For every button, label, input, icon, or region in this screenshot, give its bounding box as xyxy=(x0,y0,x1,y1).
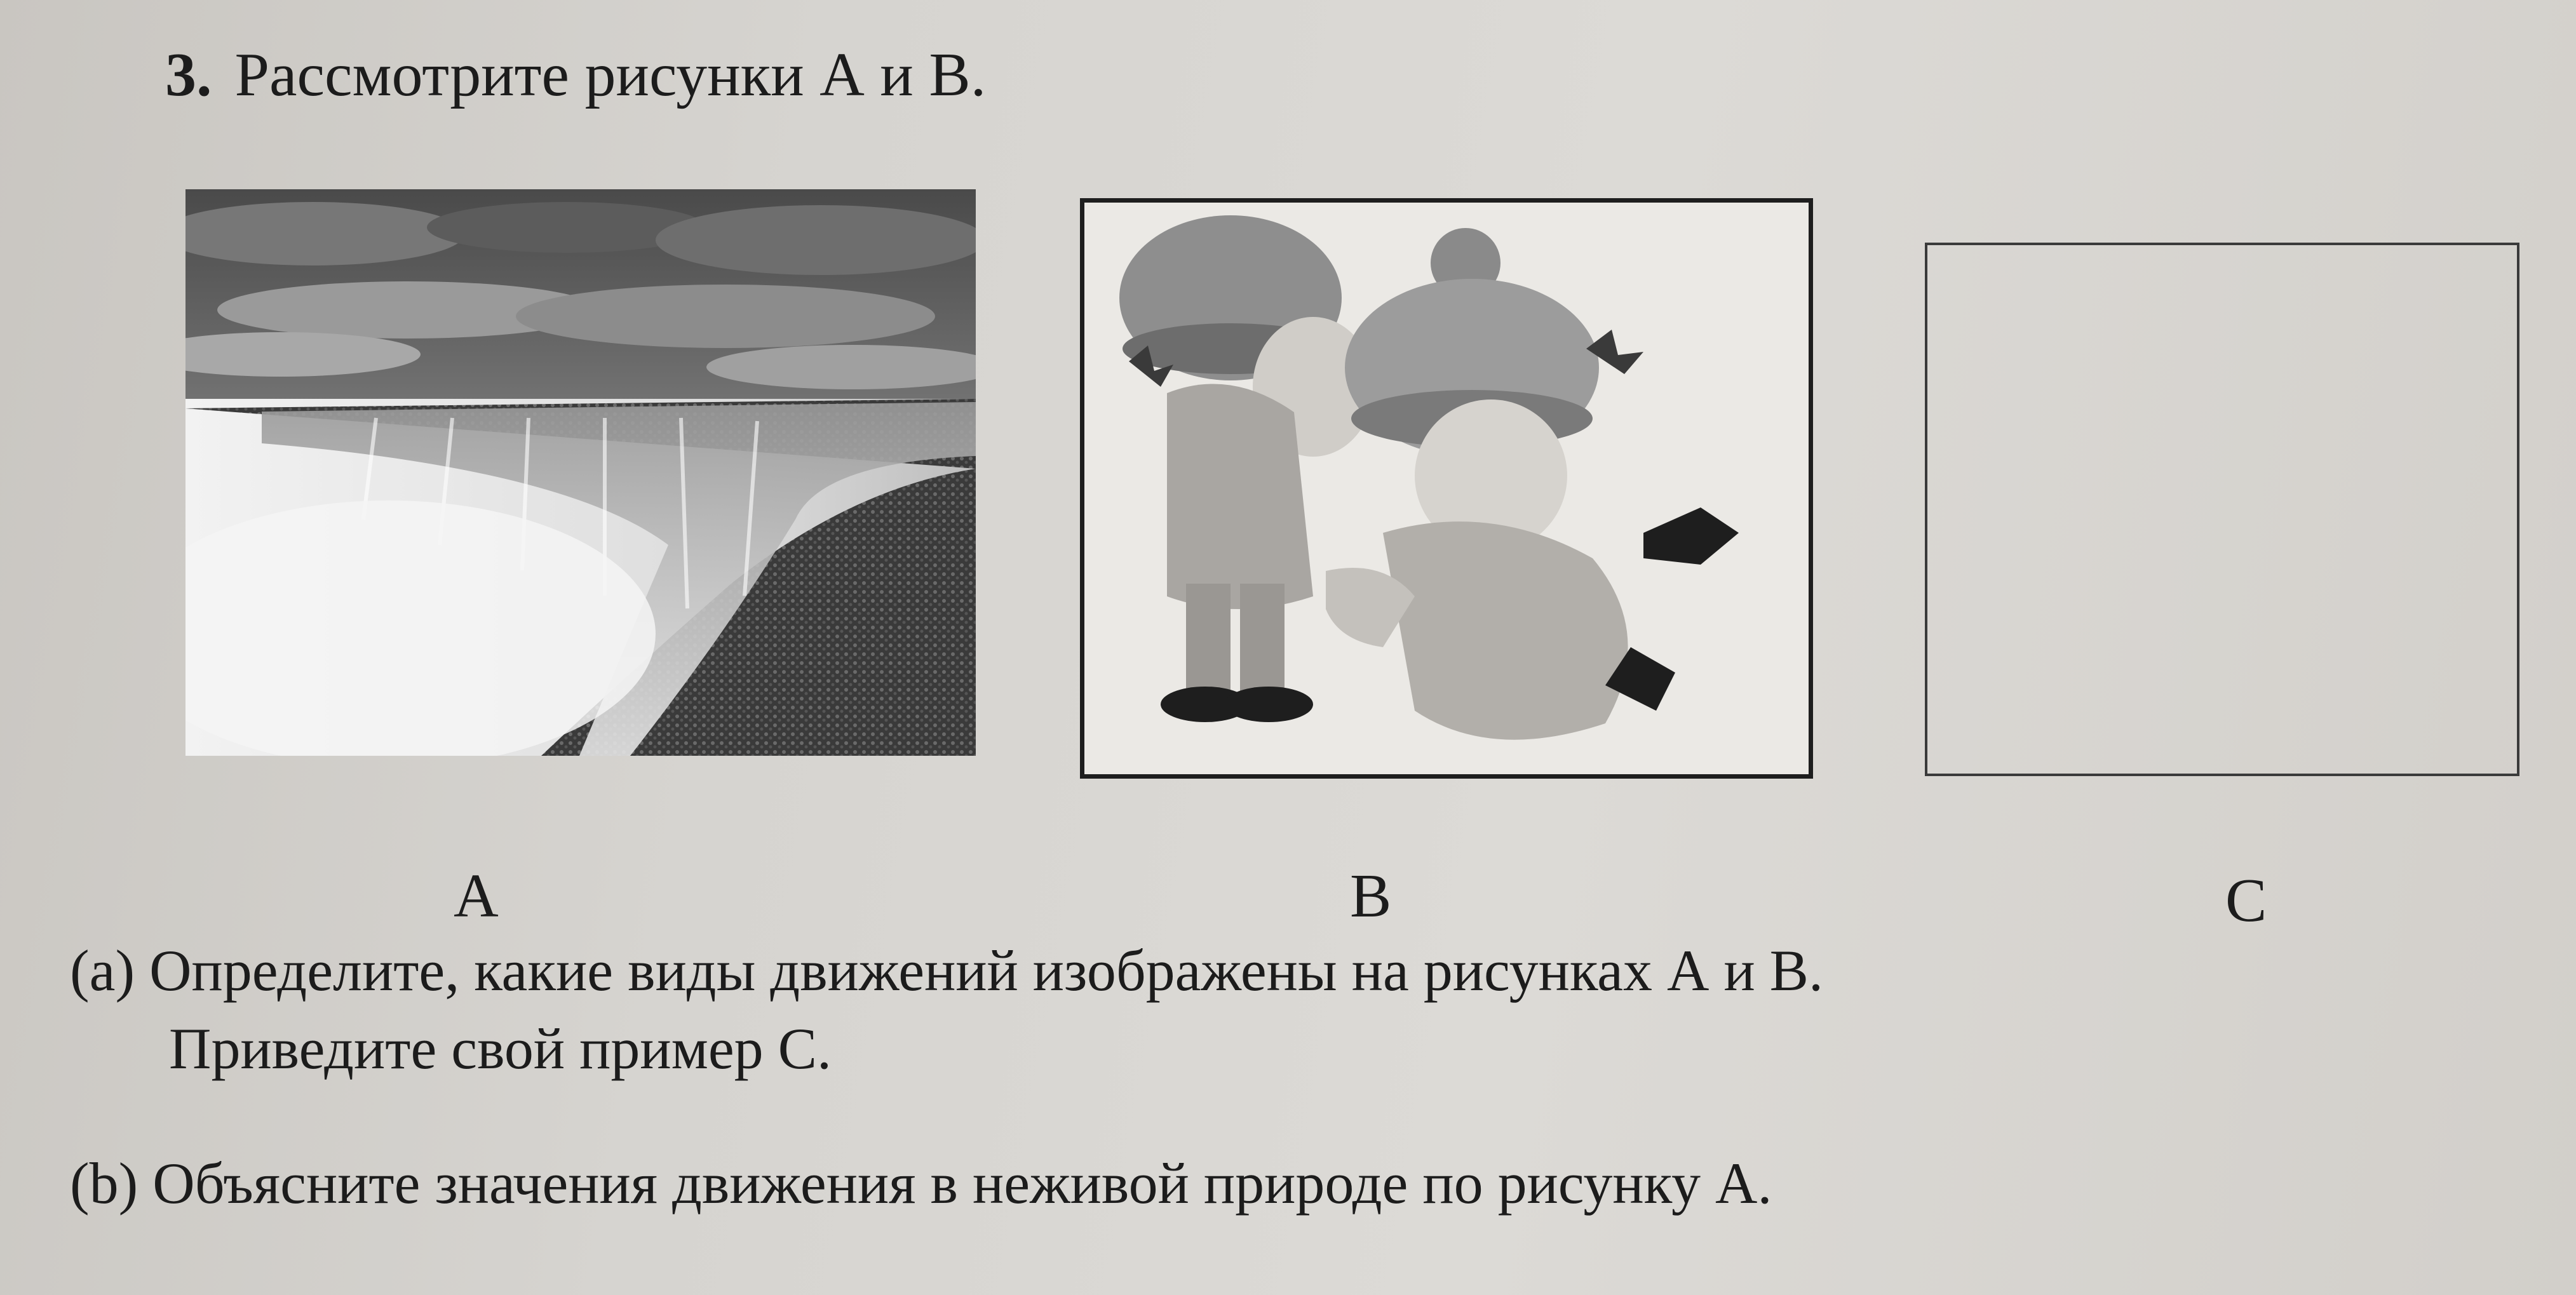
task-heading xyxy=(165,39,986,111)
figure-b-label: В xyxy=(1350,862,1392,930)
figure-c-empty-box xyxy=(1925,243,2519,776)
figure-b-children-skating-image xyxy=(1080,198,1813,779)
figure-c-label: С xyxy=(2225,866,2267,935)
task-number: 3. xyxy=(165,41,212,109)
figure-a-waterfall-image xyxy=(185,189,976,756)
question-b: (b) Объясните значения движения в неживой природе по рисунку А. xyxy=(70,1151,1772,1216)
question-a-line2: Приведите свой пример С. xyxy=(169,1016,832,1081)
question-a-line1: (a) Определите, какие виды движений изображены на рисунках А и В. xyxy=(70,938,1824,1003)
figure-a-label: А xyxy=(454,862,499,930)
task-title: Рассмотрите рисунки А и В. xyxy=(234,41,987,109)
